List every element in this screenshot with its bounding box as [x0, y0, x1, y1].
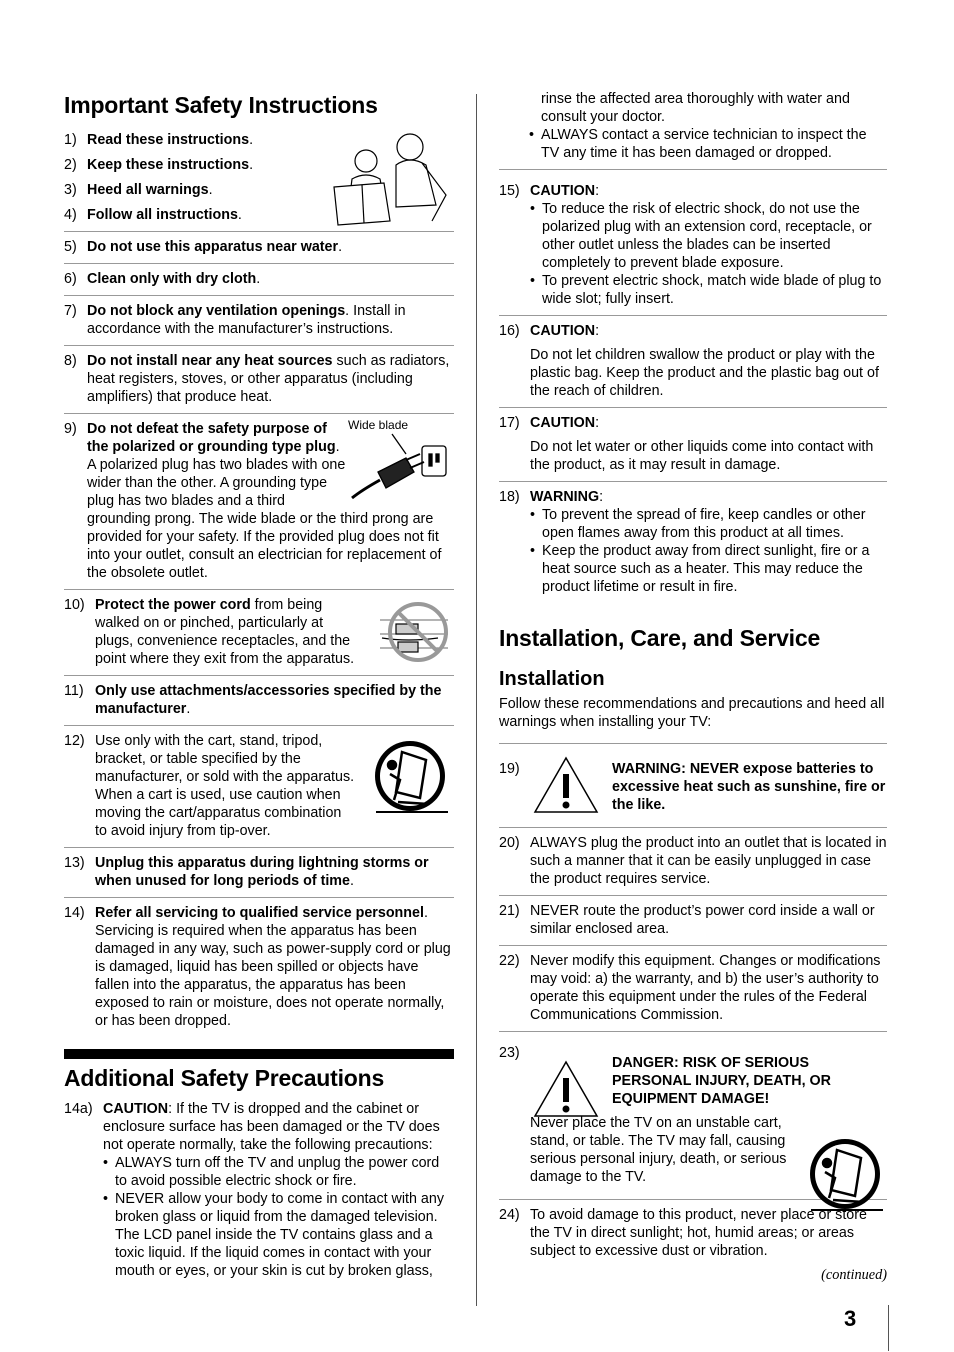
bullet: • Keep the product away from direct sunlight, fire or a heat source such as a heater. This may reduce the product lifetime or result in fire.	[530, 542, 887, 596]
list-item: 15) CAUTION: • To reduce the risk of electric shock, do not use the polarized plug with an extension cord, receptacle, or other outlet unless the blades can be inserted completely to prevent blade exposure. • To prevent electric shock, match wide blade of plug to wide slot; fully insert.	[499, 170, 887, 316]
list-item: 24) To avoid damage to this product, never place or store the TV in direct sunlight; hot, humid areas; or areas subject to excessive dust or vibration.	[499, 1207, 867, 1259]
page-number: 3	[844, 1306, 857, 1331]
bullet: • To reduce the risk of electric shock, do not use the polarized plug with an extension cord, receptacle, or other outlet unless the blades can be inserted completely to prevent blade exposure.	[530, 200, 887, 272]
list-item: 17) CAUTION: Do not let water or other liquids come into contact with the product, as it may result in damage.	[499, 408, 887, 482]
list-item: 5) Do not use this apparatus near water.	[64, 232, 454, 264]
install-subtitle: Installation	[499, 668, 605, 690]
list-item: rinse the affected area thoroughly with water and consult your doctor. • ALWAYS contact a service technician to inspect the TV any time it has been damaged or dropped.	[499, 88, 887, 170]
list-item: 14) Refer all servicing to qualified service personnel. Servicing is required when the apparatus has been damaged in any way, such as power-supply cord or plug is damaged, liquid has been spilled or objects have fallen into the apparatus, the apparatus has been exposed to rain or moisture, does not operate normally, or has been dropped.	[64, 905, 451, 1029]
list-item: 13) Unplug this apparatus during lightning storms or when unused for long periods of time.	[64, 848, 454, 898]
wide-blade-label: Wide blade	[348, 418, 409, 432]
list-item: 20) ALWAYS plug the product into an outlet that is located in such a manner that it can be easily unplugged in case the product requires service.	[499, 828, 887, 896]
bullet: • To prevent electric shock, match wide blade of plug to wide slot; fully insert.	[530, 272, 887, 308]
bullet: • ALWAYS contact a service technician to inspect the TV any time it has been damaged or dropped.	[529, 126, 887, 162]
list-item: 12) Use only with the cart, stand, tripod, bracket, or table specified by the manufacturer, or sold with the apparatus. When a cart is used, use caution when moving the cart/apparatus combination to avoid injury from tip-over.	[64, 726, 454, 848]
list-item: 9) Wide blade Do not defeat the safety purpose of the polarized or grounding type plug. A polarized plug has two blades with one wider than the other. A grounding type plug has two blades and a third grounding prong. The wide blade or the third prong are provided for your safety. If the provided plug does not fit into your outlet, consult an electrician for replacement of the obsolete outlet.	[64, 414, 454, 590]
install-intro: Follow these recommendations and precautions and heed all warnings when installing your TV:	[499, 695, 887, 744]
list-item: 19) WARNING: NEVER expose batteries to excessive heat such as sunshine, fire or the like.	[499, 744, 887, 828]
list-item: 22) Never modify this equipment. Changes or modifications may void: a) the warranty, and b) the user’s authority to operate this equipment under the rules of the Federal Communications Commission.	[499, 946, 887, 1032]
list-item: 23) DANGER: RISK OF SERIOUS PERSONAL INJURY, DEATH, OR EQUIPMENT DAMAGE! Never place the TV on an unstable cart, stand, or table. The TV may fall, causing serious personal injury, death, or serious damage to the TV.	[499, 1032, 887, 1200]
list-item: 16) CAUTION: Do not let children swallow the product or play with the plastic bag. Keep the product and the plastic bag out of the reach of children.	[499, 316, 887, 408]
plug-figure	[348, 418, 454, 502]
list-item: 8) Do not install near any heat sources such as radiators, heat registers, stoves, or other apparatus (including amplifiers) that produce heat.	[64, 346, 454, 414]
list-item: 6) Clean only with dry cloth.	[64, 264, 454, 296]
continued-note: (continued)	[821, 1267, 887, 1283]
safety-title: Important Safety Instructions	[64, 92, 378, 118]
section-bar	[64, 1049, 454, 1059]
right-column	[499, 88, 887, 1284]
list-item: 14a) CAUTION: If the TV is dropped and the cabinet or enclosure surface has been damaged or the TV does not operate normally, take the following precautions: • ALWAYS turn off the TV and unplug the power cord to avoid possible electric shock or fire. • NEVER allow your body to come in contact with any broken glass or liquid from the damaged television. The LCD panel inside the TV contains glass and a toxic liquid. If the liquid comes in contact with your mouth or eyes, or your skin is cut by broken glass,	[64, 1092, 454, 1287]
bullet: • To prevent the spread of fire, keep candles or other open flames away from this product at all times.	[530, 506, 887, 542]
warning-triangle-icon	[533, 756, 599, 814]
list-item: 7) Do not block any ventilation openings. Install in accordance with the manufacturer’s instructions.	[64, 296, 454, 346]
cart-tipover-icon	[372, 738, 452, 818]
polarized-plug-icon	[348, 432, 454, 502]
list-item: 10) Protect the power cord from being walked on or pinched, particularly at plugs, convenience receptacles, and the point where they exit from the apparatus.	[64, 590, 454, 676]
list-item: 1) Read these instructions. 2) Keep these instructions. 3) Heed all warnings. 4) Follow all instructions.	[64, 131, 454, 232]
additional-title: Additional Safety Precautions	[64, 1065, 385, 1091]
no-pinched-cord-icon	[378, 598, 452, 668]
list-item: 21) NEVER route the product’s power cord inside a wall or similar enclosed area.	[499, 896, 887, 946]
left-column	[64, 88, 454, 1287]
warning-triangle-icon	[533, 1060, 599, 1118]
bullet: • ALWAYS turn off the TV and unplug the power cord to avoid possible electric shock or fire.	[103, 1154, 454, 1190]
list-item: 11) Only use attachments/accessories specified by the manufacturer.	[64, 676, 454, 726]
page-number-divider	[888, 1305, 889, 1351]
bullet: • NEVER allow your body to come in contact with any broken glass or liquid from the damaged television. The LCD panel inside the TV contains glass and a toxic liquid. If the liquid comes in contact with your mouth or eyes, or your skin is cut by broken glass,	[103, 1190, 454, 1280]
column-divider	[476, 94, 477, 1306]
list-item: 18) WARNING: • To prevent the spread of fire, keep candles or other open flames away from this product at all times. • Keep the product away from direct sunlight, fire or a heat source such as a heater. This may reduce the product lifetime or result in fire.	[499, 482, 887, 603]
install-title: Installation, Care, and Service	[499, 625, 821, 651]
